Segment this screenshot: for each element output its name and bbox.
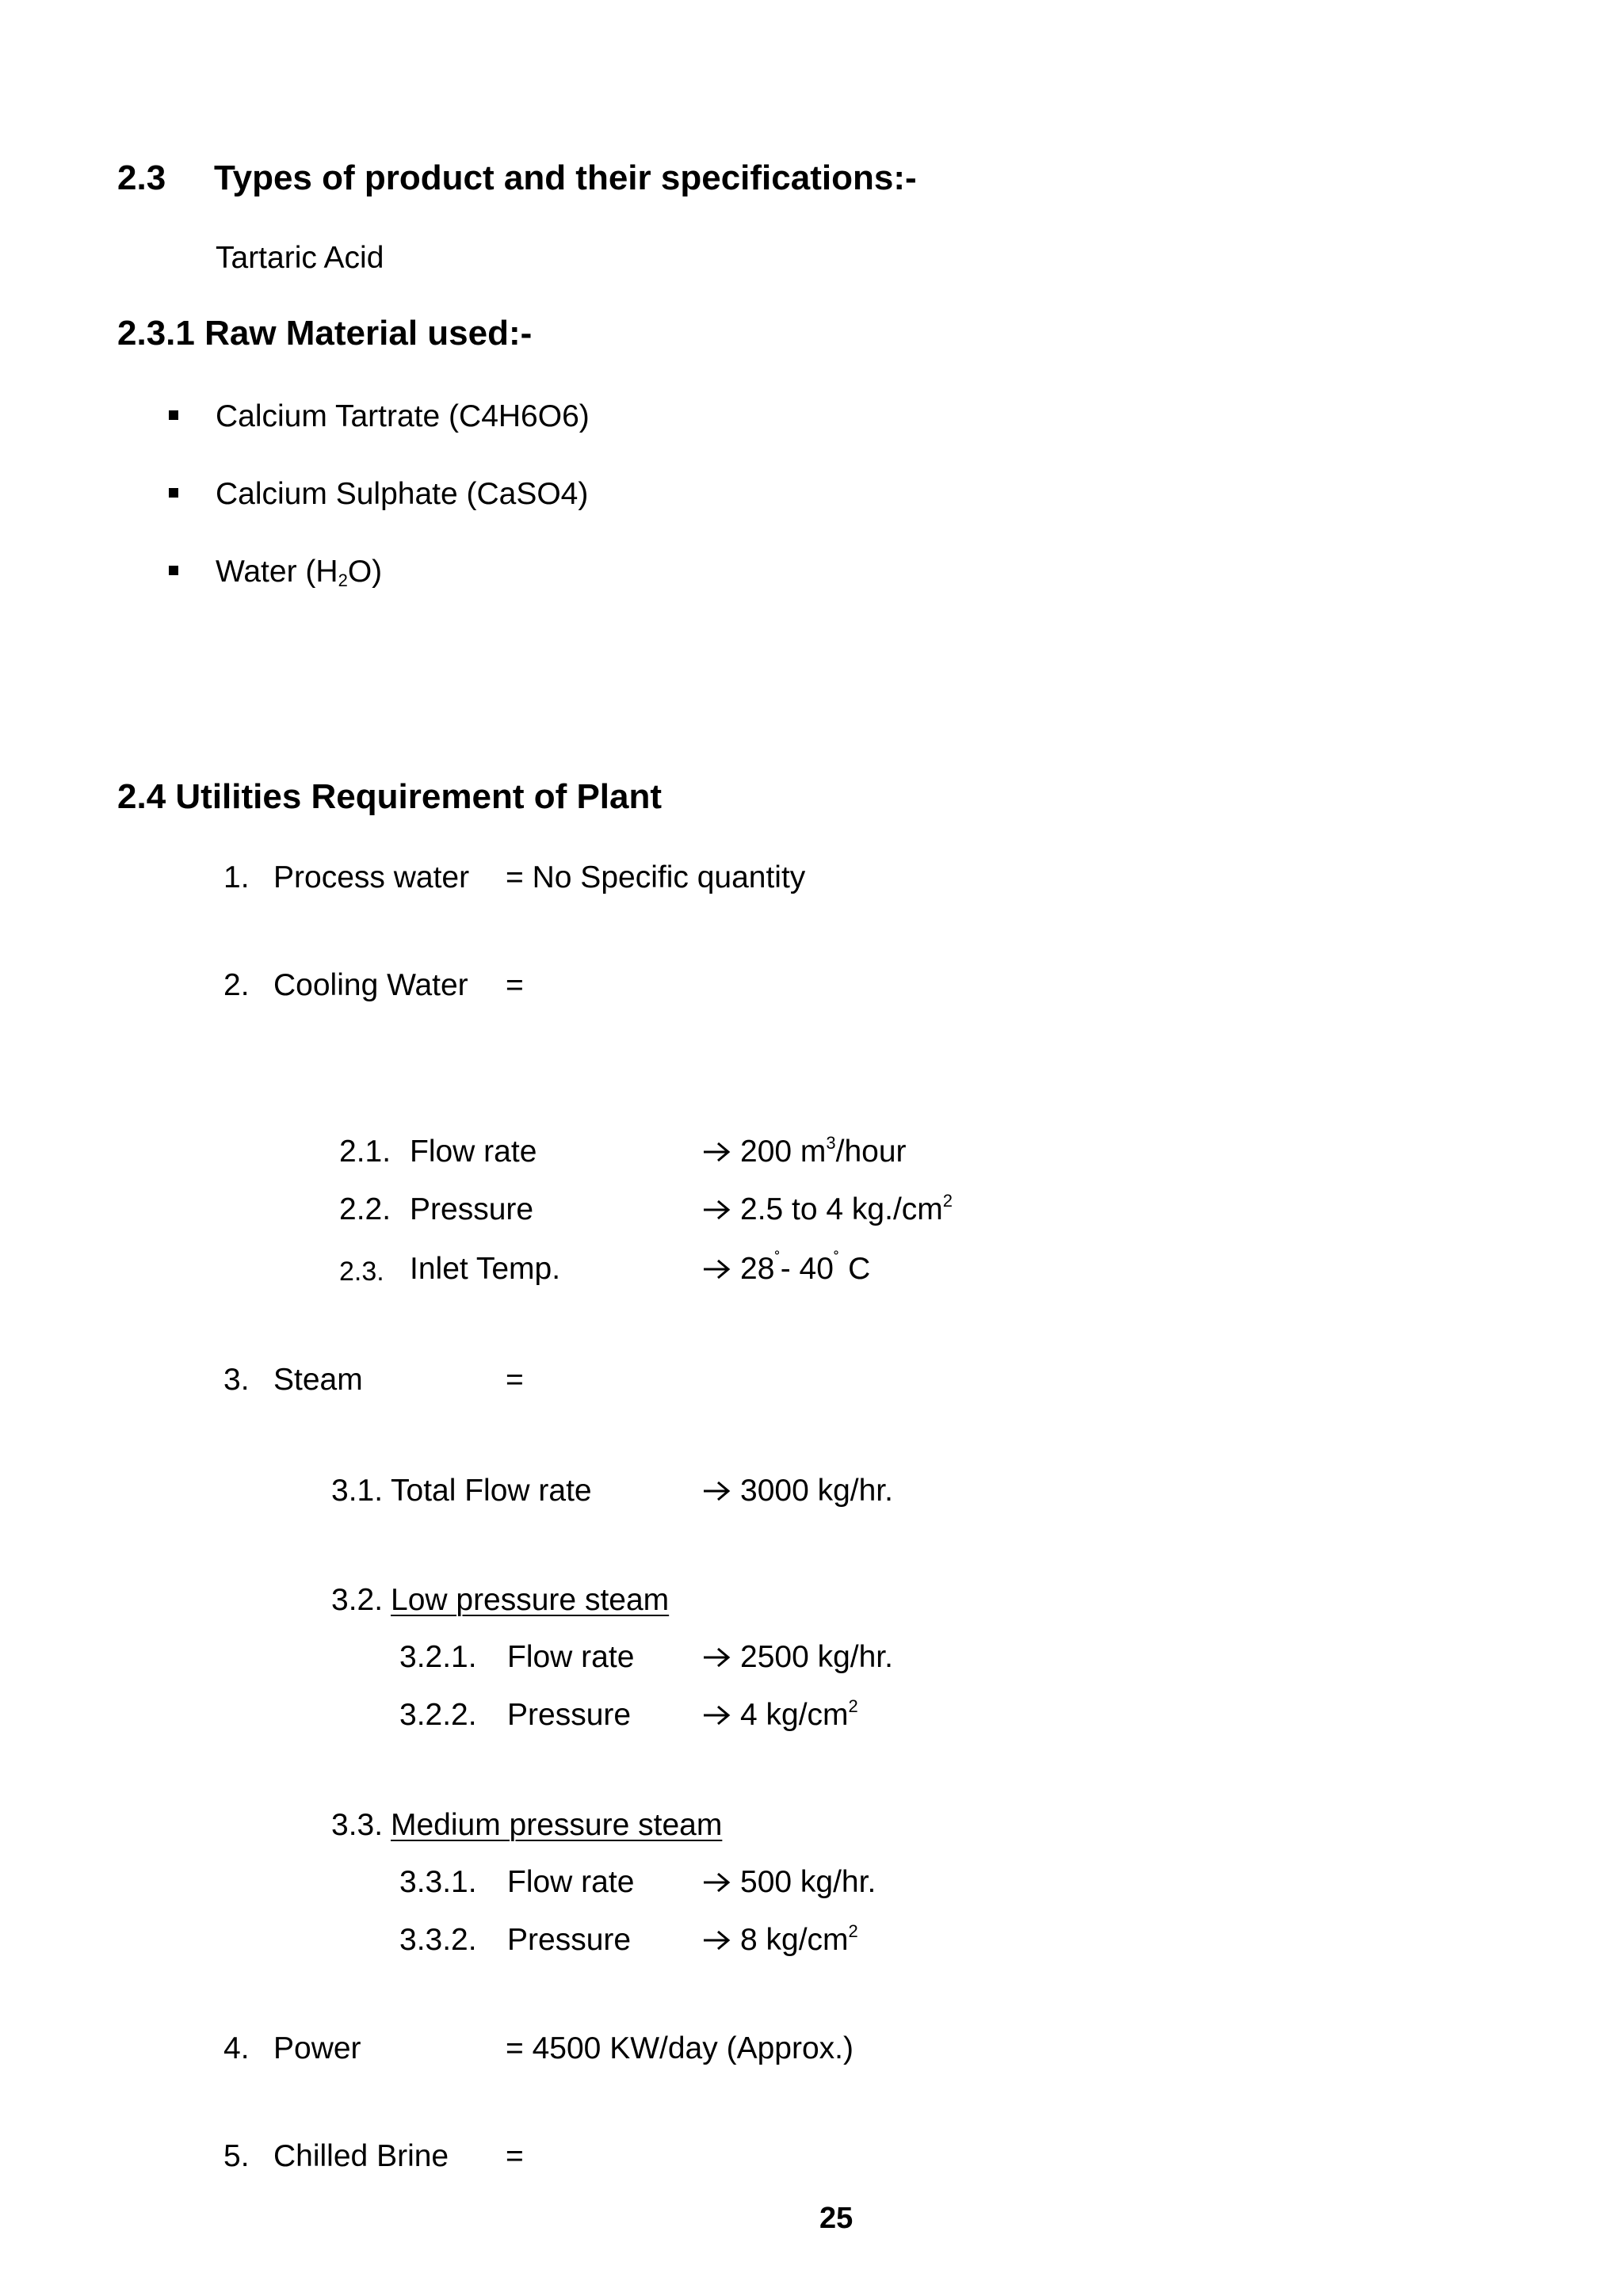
arrow-right-icon — [702, 1198, 731, 1222]
arrow-right-icon — [702, 1140, 731, 1164]
sub-section-heading-low-pressure: Low pressure steam — [391, 1583, 670, 1617]
utility-number: 3. — [223, 1363, 250, 1397]
sub-sub-item-value: 2500 kg/hr. — [702, 1642, 893, 1672]
utility-number: 4. — [223, 2031, 250, 2065]
sub-sub-item-value: 500 kg/hr. — [702, 1867, 876, 1897]
sub-item-value: 200 $m^3$/hour — [702, 1136, 907, 1167]
utility-number: 1. — [223, 860, 250, 894]
arrow-right-icon — [702, 1928, 731, 1952]
bullet-icon — [169, 488, 178, 498]
sub-item-number: 2.2. — [339, 1192, 391, 1226]
sub-item-label: Pressure — [410, 1192, 534, 1226]
sub-item-number: 3.2. — [331, 1583, 384, 1617]
arrow-right-icon — [702, 1703, 731, 1727]
sub-item-value: 3000 kg/hr. — [702, 1475, 893, 1506]
sub-sub-item-label: Flow rate — [507, 1865, 635, 1899]
section-title-2-3-1: 2.3.1 Raw Material used:- — [117, 314, 533, 353]
arrow-right-icon — [702, 1257, 731, 1281]
raw-material-item: Calcium Tartrate (C4H6O6) — [216, 399, 590, 433]
sub-item-label: Total Flow rate — [391, 1474, 592, 1508]
sub-item-value: 28˚- 40˚ C — [702, 1253, 870, 1284]
sub-sub-item-number: 3.3.1. — [399, 1865, 477, 1899]
arrow-right-icon — [702, 1479, 731, 1503]
sub-sub-item-number: 3.2.1. — [399, 1640, 477, 1674]
page-number: 25 — [819, 2202, 854, 2235]
utility-label: Steam — [273, 1363, 363, 1397]
raw-material-item-water: Water $(H_2O)$ — [216, 555, 383, 590]
sub-sub-item-number: 3.2.2. — [399, 1698, 477, 1732]
utility-value: = — [506, 1363, 524, 1397]
sub-item-number: 3.3. — [331, 1808, 384, 1842]
section-number-2-3: 2.3 — [117, 158, 166, 197]
sub-sub-item-label: Pressure — [507, 1923, 632, 1957]
utility-number: 2. — [223, 968, 250, 1002]
bullet-icon — [169, 410, 178, 420]
sub-item-value: 2.5 to 4 $kg./cm^2$ — [702, 1194, 953, 1225]
utility-number: 5. — [223, 2139, 250, 2173]
utility-value: = — [506, 968, 524, 1002]
arrow-right-icon — [702, 1646, 731, 1669]
utility-value: = No Specific quantity — [506, 860, 806, 894]
utility-label: Power — [273, 2031, 361, 2065]
sub-sub-item-label: Pressure — [507, 1698, 632, 1732]
sub-sub-item-label: Flow rate — [507, 1640, 635, 1674]
sub-sub-item-number: 3.3.2. — [399, 1923, 477, 1957]
bullet-icon — [169, 566, 178, 575]
sub-item-label: Inlet Temp. — [410, 1252, 561, 1286]
utility-value: = 4500 KW/day (Approx.) — [506, 2031, 854, 2065]
product-name: Tartaric Acid — [216, 241, 384, 275]
raw-material-item: Calcium Sulphate (CaSO4) — [216, 477, 589, 511]
sub-item-number: 2.3. — [339, 1257, 384, 1287]
utility-label: Process water — [273, 860, 470, 894]
utility-label: Chilled Brine — [273, 2139, 449, 2173]
sub-item-label: Flow rate — [410, 1135, 537, 1169]
section-title-2-4: 2.4 Utilities Requirement of Plant — [117, 777, 663, 816]
utility-label: Cooling Water — [273, 968, 468, 1002]
sub-item-number: 2.1. — [339, 1135, 391, 1169]
arrow-right-icon — [702, 1871, 731, 1894]
sub-item-number: 3.1. — [331, 1474, 384, 1508]
section-title-2-3: Types of product and their specifications:- — [214, 158, 917, 197]
sub-section-heading-medium-pressure: Medium pressure steam — [391, 1808, 723, 1842]
utility-value: = — [506, 2139, 524, 2173]
sub-sub-item-value: 4 $kg/cm^2$ — [702, 1699, 858, 1730]
sub-sub-item-value: 8 $kg/cm^2$ — [702, 1924, 858, 1955]
